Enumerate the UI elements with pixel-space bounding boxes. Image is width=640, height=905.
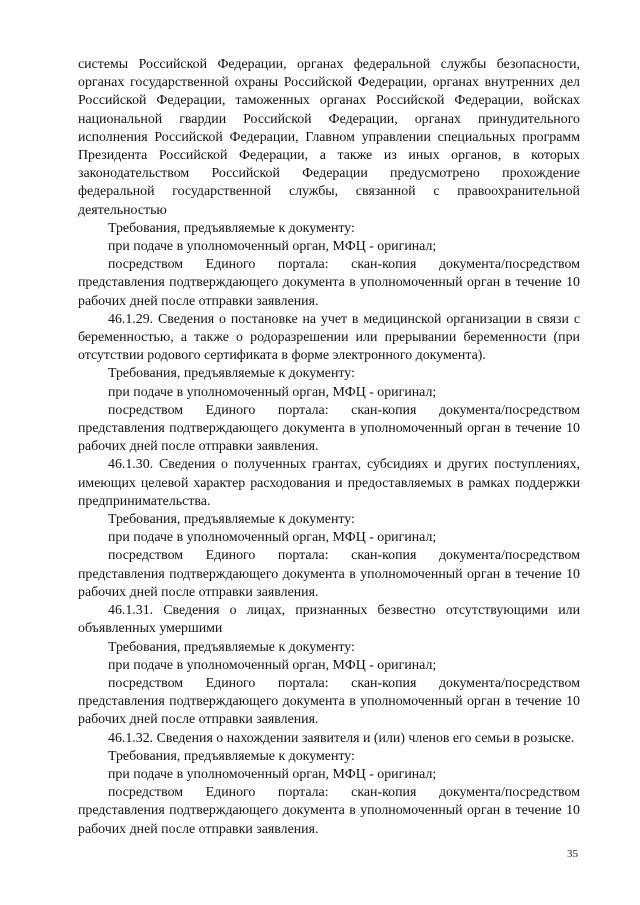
continuation-paragraph: системы Российской Федерации, органах федеральной службы безопасности, органах государственной охраны Российской Федерации, органах внутренних дел Российской Федерации, таможенных органах Российской Федерации, войсках национальной гвардии Российской Федерации, органах принудительного исполнения Российской Федерации, Главном управлении специальных программ Президента Российской Федерации, а также из иных органов, в которых законодательством Российской Федерации предусмотрено прохождение федеральной государственной службы, связанной с правоохранительной деятельностью	[78, 57, 580, 218]
portal-requirement: посредством Единого портала: скан-копия документа/посредством представления подтверждающего документа в уполномоченный орган в течение 10 рабочих дней после отправки заявления.	[78, 785, 580, 837]
item-46-1-29: 46.1.29. Сведения о постановке на учет в медицинской организации в связи с беременностью, а также о родоразрешении или прерывании беременности (при отсутствии родового сертификата в форме электронного документа).	[78, 311, 580, 364]
portal-requirement: посредством Единого портала: скан-копия документа/посредством представления подтверждающего документа в уполномоченный орган в течение 10 рабочих дней после отправки заявления.	[78, 548, 580, 600]
portal-requirement: посредством Единого портала: скан-копия документа/посредством представления подтверждающего документа в уполномоченный орган в течение 10 рабочих дней после отправки заявления.	[78, 257, 580, 309]
portal-requirement: посредством Единого портала: скан-копия документа/посредством представления подтверждающего документа в уполномоченный орган в течение 10 рабочих дней после отправки заявления.	[78, 675, 580, 728]
page-number: 35	[567, 848, 578, 860]
mfc-requirement: при подаче в уполномоченный орган, МФЦ - оригинал;	[108, 530, 437, 546]
mfc-requirement: при подаче в уполномоченный орган, МФЦ - оригинал;	[108, 657, 437, 673]
item-46-1-30: 46.1.30. Сведения о полученных грантах, субсидиях и других поступлениях, имеющих целевой характер расходования и предоставляемых в рамках поддержки предпринимательства.	[78, 457, 580, 509]
document-page	[78, 56, 580, 839]
requirements-heading: Требования, предъявляемые к документу:	[108, 512, 355, 528]
requirements-heading: Требования, предъявляемые к документу:	[108, 220, 355, 236]
requirements-heading: Требования, предъявляемые к документу:	[108, 366, 355, 382]
mfc-requirement: при подаче в уполномоченный орган, МФЦ - оригинал;	[108, 766, 437, 782]
item-46-1-32: 46.1.32. Сведения о нахождении заявителя и (или) членов его семьи в розыске.	[108, 730, 575, 746]
requirements-heading: Требования, предъявляемые к документу:	[108, 748, 355, 764]
portal-requirement: посредством Единого портала: скан-копия документа/посредством представления подтверждающего документа в уполномоченный орган в течение 10 рабочих дней после отправки заявления.	[78, 402, 580, 455]
requirements-heading: Требования, предъявляемые к документу:	[108, 639, 355, 655]
item-46-1-31: 46.1.31. Сведения о лицах, признанных безвестно отсутствующими или объявленных умершими	[78, 603, 580, 637]
mfc-requirement: при подаче в уполномоченный орган, МФЦ - оригинал;	[108, 384, 437, 400]
mfc-requirement: при подаче в уполномоченный орган, МФЦ - оригинал;	[108, 239, 437, 255]
